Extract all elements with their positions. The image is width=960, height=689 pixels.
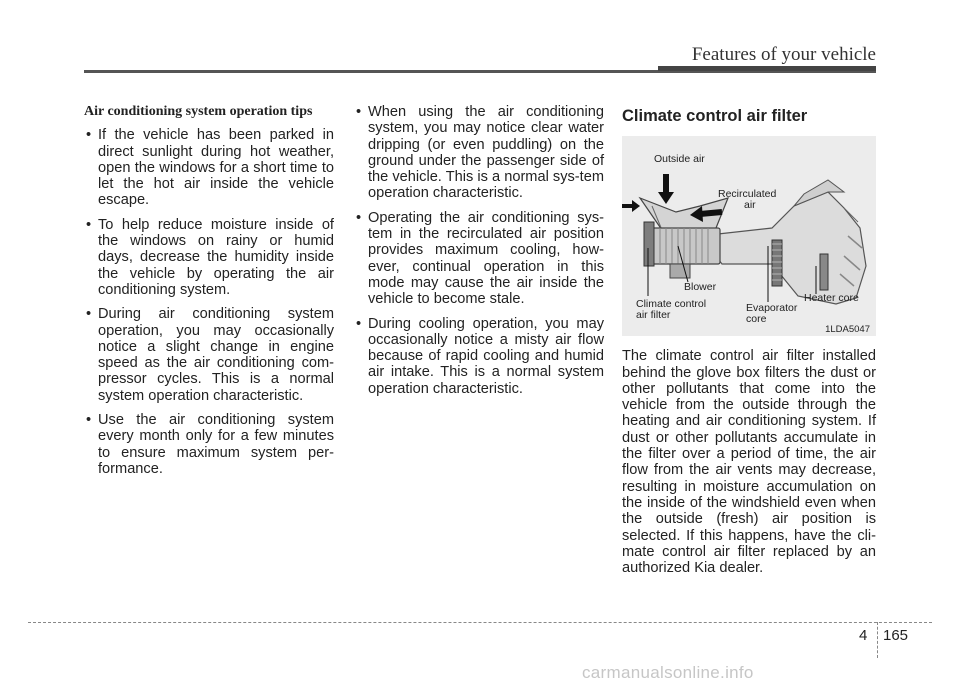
middle-column — [354, 104, 604, 405]
label-recirculated-air-line1: Recirculated — [718, 188, 777, 201]
chapter-number: 4 — [859, 627, 868, 644]
list-item: • When using the air conditioning system, you may notice clear water dripping (or even puddling) on the ground under the passenger side of the vehicle. This is a normal sys-tem operation characteristic. — [354, 104, 604, 202]
header-title: Features of your vehicle — [691, 44, 876, 65]
label-filter-line2: air filter — [636, 309, 671, 322]
list-item: • During cooling operation, you may occasionally notice a misty air flow because of rapid cooling and humid air intake. This is a normal system operation characteristic. — [354, 316, 604, 397]
label-outside-air: Outside air — [654, 153, 705, 166]
label-filter-line1: Climate control — [636, 298, 707, 311]
label-heater-core: Heater core — [804, 292, 859, 305]
label-blower: Blower — [684, 281, 717, 294]
section-title: Climate control air filter — [622, 107, 808, 125]
filter-description: The climate control air filter installed behind the glove box filters the dust or other pollutants that come into the vehicle from the outside through the heating and air conditioning system. If dust or other pollutants accumulate in the filter over a period of time, the air flow from the air vents may decrease, resulting in moisture accumulation on the inside of the windshield even when the outside (fresh) air position is selected. If this happens, have the cli-mate control air filter replaced by an authorized Kia dealer. — [622, 348, 876, 577]
label-evaporator-line2: core — [746, 313, 767, 326]
list-item: • Use the air conditioning system every month only for a few minutes to ensure maximum system per-formance. — [84, 412, 334, 477]
tips-list-continued — [354, 104, 604, 397]
footer-divider — [877, 622, 878, 658]
list-item: • During air conditioning system operation, you may occasionally notice a slight change in engine speed as the air conditioning com-pressor cycles. This is a normal system operation characteristic. — [84, 306, 334, 404]
section-subhead: Air conditioning system operation tips — [84, 104, 313, 119]
header-rule-accent — [658, 66, 876, 71]
list-item: • Operating the air conditioning sys-tem in the recirculated air position provides maximum cooling, how-ever, continual operation in this mode may cause the air inside the vehicle to become stale. — [354, 210, 604, 308]
page-number: 165 — [883, 627, 909, 644]
list-item: • If the vehicle has been parked in direct sunlight during hot weather, open the windows for a short time to let the hot air inside the vehicle escape. — [84, 127, 334, 208]
label-evaporator-line1: Evaporator — [746, 302, 798, 315]
list-item: • To help reduce moisture inside of the windows on rainy or humid days, decrease the humidity inside the vehicle by operating the air conditioning system. — [84, 217, 334, 298]
left-column — [84, 104, 334, 485]
figure-id: 1LDA5047 — [825, 324, 870, 336]
right-column — [622, 104, 876, 576]
air-filter-figure — [622, 136, 876, 336]
footer-rule — [28, 622, 932, 623]
tips-list — [84, 127, 334, 477]
label-recirculated-air-line2: air — [744, 199, 756, 212]
watermark: carmanualsonline.info — [582, 663, 754, 682]
